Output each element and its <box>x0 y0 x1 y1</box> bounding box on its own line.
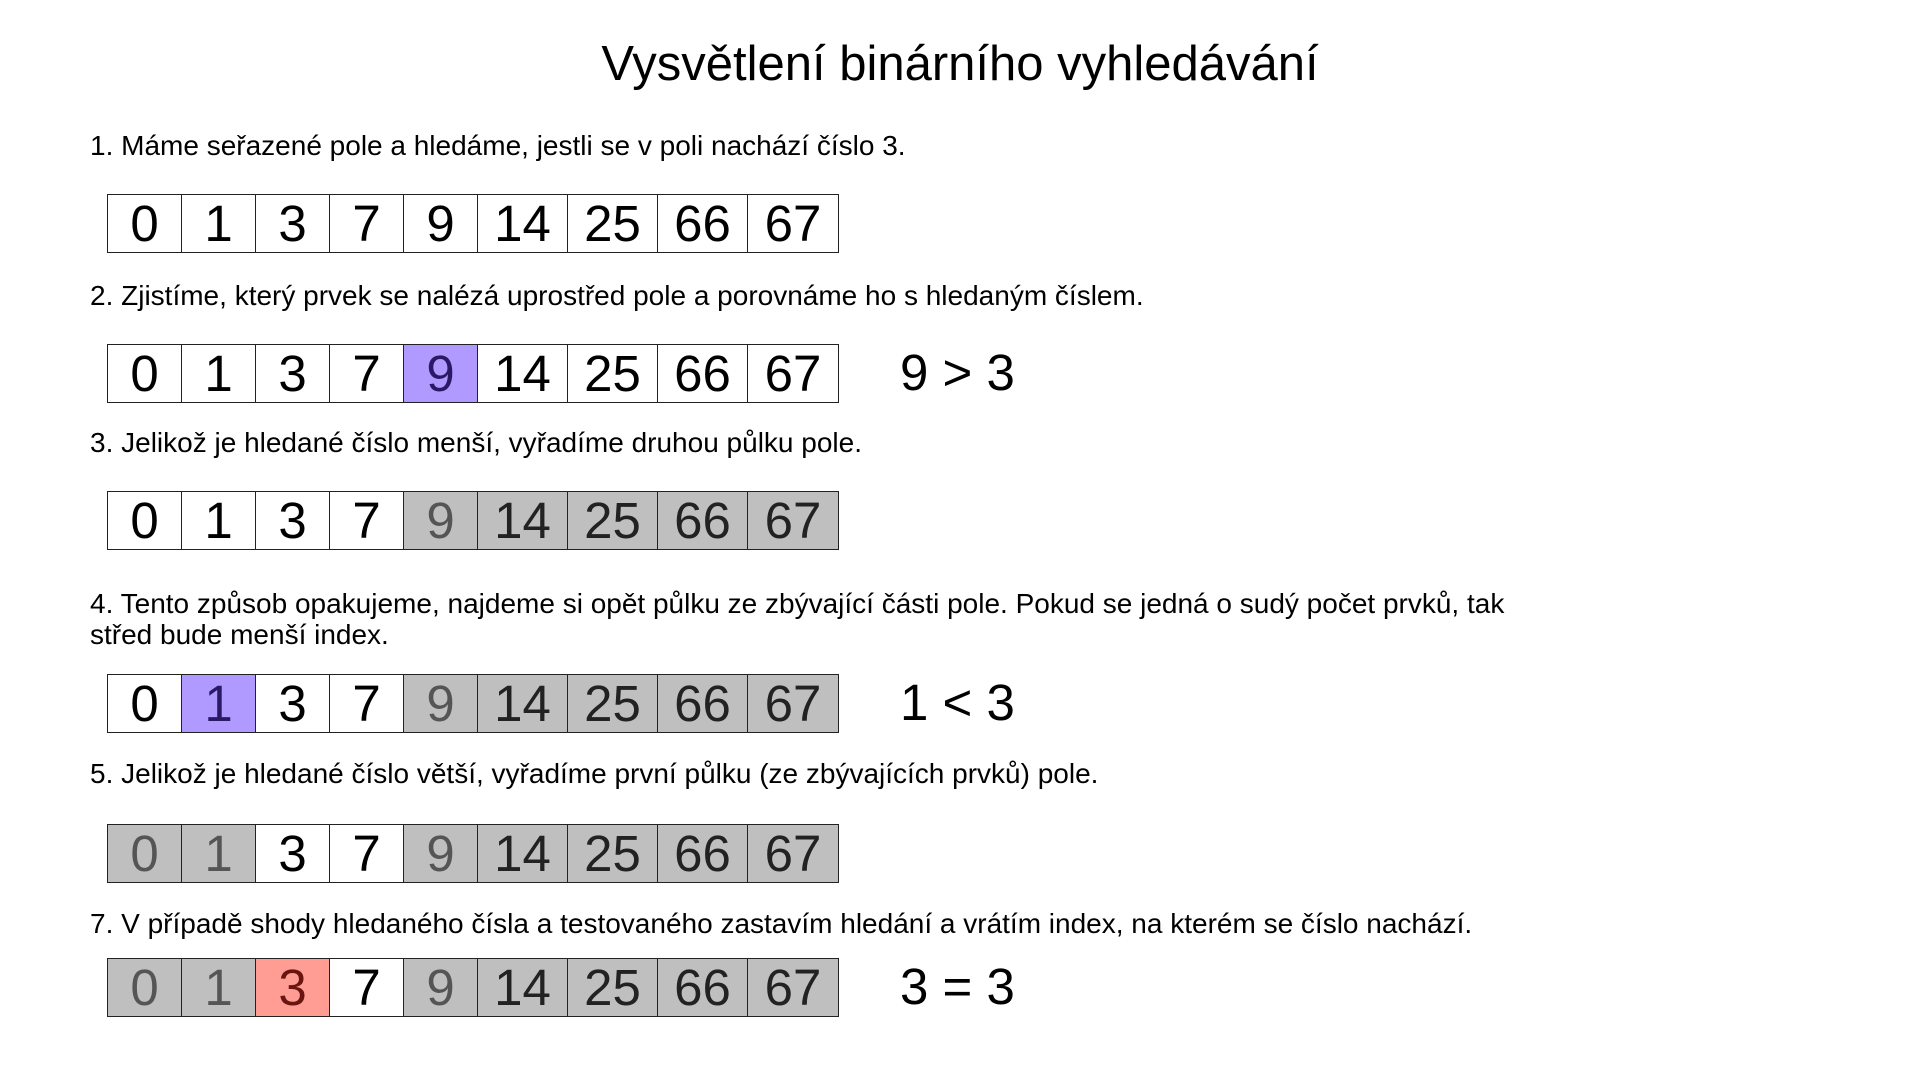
array-cell-discarded-dark: 66 <box>658 675 748 732</box>
step-2-text: 2. Zjistíme, který prvek se nalézá uprostřed pole a porovnáme ho s hledaným číslem. <box>90 280 1144 311</box>
array-cell-discarded-dark: 66 <box>658 959 748 1016</box>
array-cell-discarded: 9 <box>404 492 478 549</box>
array-cell-discarded-dark: 66 <box>658 825 748 882</box>
array-cell-empty: 7 <box>330 825 404 882</box>
array-cell-empty: 66 <box>658 195 748 252</box>
array-cell-discarded-dark: 67 <box>748 825 838 882</box>
step-6-comparison: 3 = 3 <box>900 958 1015 1015</box>
array-cell-empty: 67 <box>748 345 838 402</box>
array-cell-empty: 3 <box>256 825 330 882</box>
array-cell-empty: 7 <box>330 959 404 1016</box>
step-5-text: 5. Jelikož je hledané číslo větší, vyřadíme první půlku (ze zbývajících prvků) pole. <box>90 758 1099 789</box>
array-cell-empty: 14 <box>478 345 568 402</box>
array-cell-empty: 3 <box>256 675 330 732</box>
array-cell-discarded-dark: 67 <box>748 492 838 549</box>
step-3-array <box>107 491 839 550</box>
array-cell-discarded-dark: 67 <box>748 675 838 732</box>
array-cell-discarded-dark: 25 <box>568 825 658 882</box>
array-cell-empty: 1 <box>182 492 256 549</box>
step-6-text: 7. V případě shody hledaného čísla a testovaného zastavím hledání a vrátím index, na kterém se číslo nachází. <box>90 908 1473 939</box>
array-cell-empty: 7 <box>330 492 404 549</box>
step-2-comparison: 9 > 3 <box>900 344 1015 401</box>
array-cell-discarded-dark: 14 <box>478 675 568 732</box>
array-cell-empty: 1 <box>182 345 256 402</box>
step-1-text: 1. Máme seřazené pole a hledáme, jestli se v poli nachází číslo 3. <box>90 130 906 161</box>
array-cell-empty: 3 <box>256 492 330 549</box>
array-cell-discarded-dark: 14 <box>478 959 568 1016</box>
step-1-array <box>107 194 839 253</box>
array-cell-empty: 66 <box>658 345 748 402</box>
array-cell-empty: 67 <box>748 195 838 252</box>
array-cell-discarded: 0 <box>108 959 182 1016</box>
array-cell-empty: 1 <box>182 195 256 252</box>
array-cell-discarded: 1 <box>182 825 256 882</box>
array-cell-empty: 3 <box>256 195 330 252</box>
step-2-array <box>107 344 839 403</box>
array-cell-mid: 1 <box>182 675 256 732</box>
array-cell-empty: 3 <box>256 345 330 402</box>
page-title: Vysvětlení binárního vyhledávání <box>601 37 1319 91</box>
step-4-array <box>107 674 839 733</box>
array-cell-discarded-dark: 25 <box>568 959 658 1016</box>
array-cell-empty: 25 <box>568 345 658 402</box>
array-cell-empty: 0 <box>108 492 182 549</box>
array-cell-discarded-dark: 14 <box>478 492 568 549</box>
array-cell-discarded-dark: 25 <box>568 675 658 732</box>
array-cell-empty: 0 <box>108 675 182 732</box>
array-cell-discarded-dark: 14 <box>478 825 568 882</box>
array-cell-empty: 14 <box>478 195 568 252</box>
array-cell-empty: 7 <box>330 345 404 402</box>
array-cell-discarded: 9 <box>404 959 478 1016</box>
array-cell-discarded-dark: 66 <box>658 492 748 549</box>
step-4-comparison: 1 < 3 <box>900 674 1015 731</box>
array-cell-discarded: 9 <box>404 675 478 732</box>
array-cell-empty: 7 <box>330 675 404 732</box>
step-3-text: 3. Jelikož je hledané číslo menší, vyřadíme druhou půlku pole. <box>90 427 862 458</box>
array-cell-empty: 0 <box>108 195 182 252</box>
step-6-array <box>107 958 839 1017</box>
step-5-array <box>107 824 839 883</box>
array-cell-mid: 9 <box>404 345 478 402</box>
array-cell-discarded-dark: 25 <box>568 492 658 549</box>
array-cell-empty: 25 <box>568 195 658 252</box>
array-cell-discarded: 0 <box>108 825 182 882</box>
array-cell-discarded-dark: 67 <box>748 959 838 1016</box>
array-cell-discarded: 9 <box>404 825 478 882</box>
array-cell-empty: 7 <box>330 195 404 252</box>
array-cell-discarded: 1 <box>182 959 256 1016</box>
array-cell-found: 3 <box>256 959 330 1016</box>
step-4-text: 4. Tento způsob opakujeme, najdeme si opět půlku ze zbývající části pole. Pokud se jedná o sudý počet prvků, tak střed bude menší index. <box>90 588 1505 650</box>
array-cell-empty: 9 <box>404 195 478 252</box>
array-cell-empty: 0 <box>108 345 182 402</box>
